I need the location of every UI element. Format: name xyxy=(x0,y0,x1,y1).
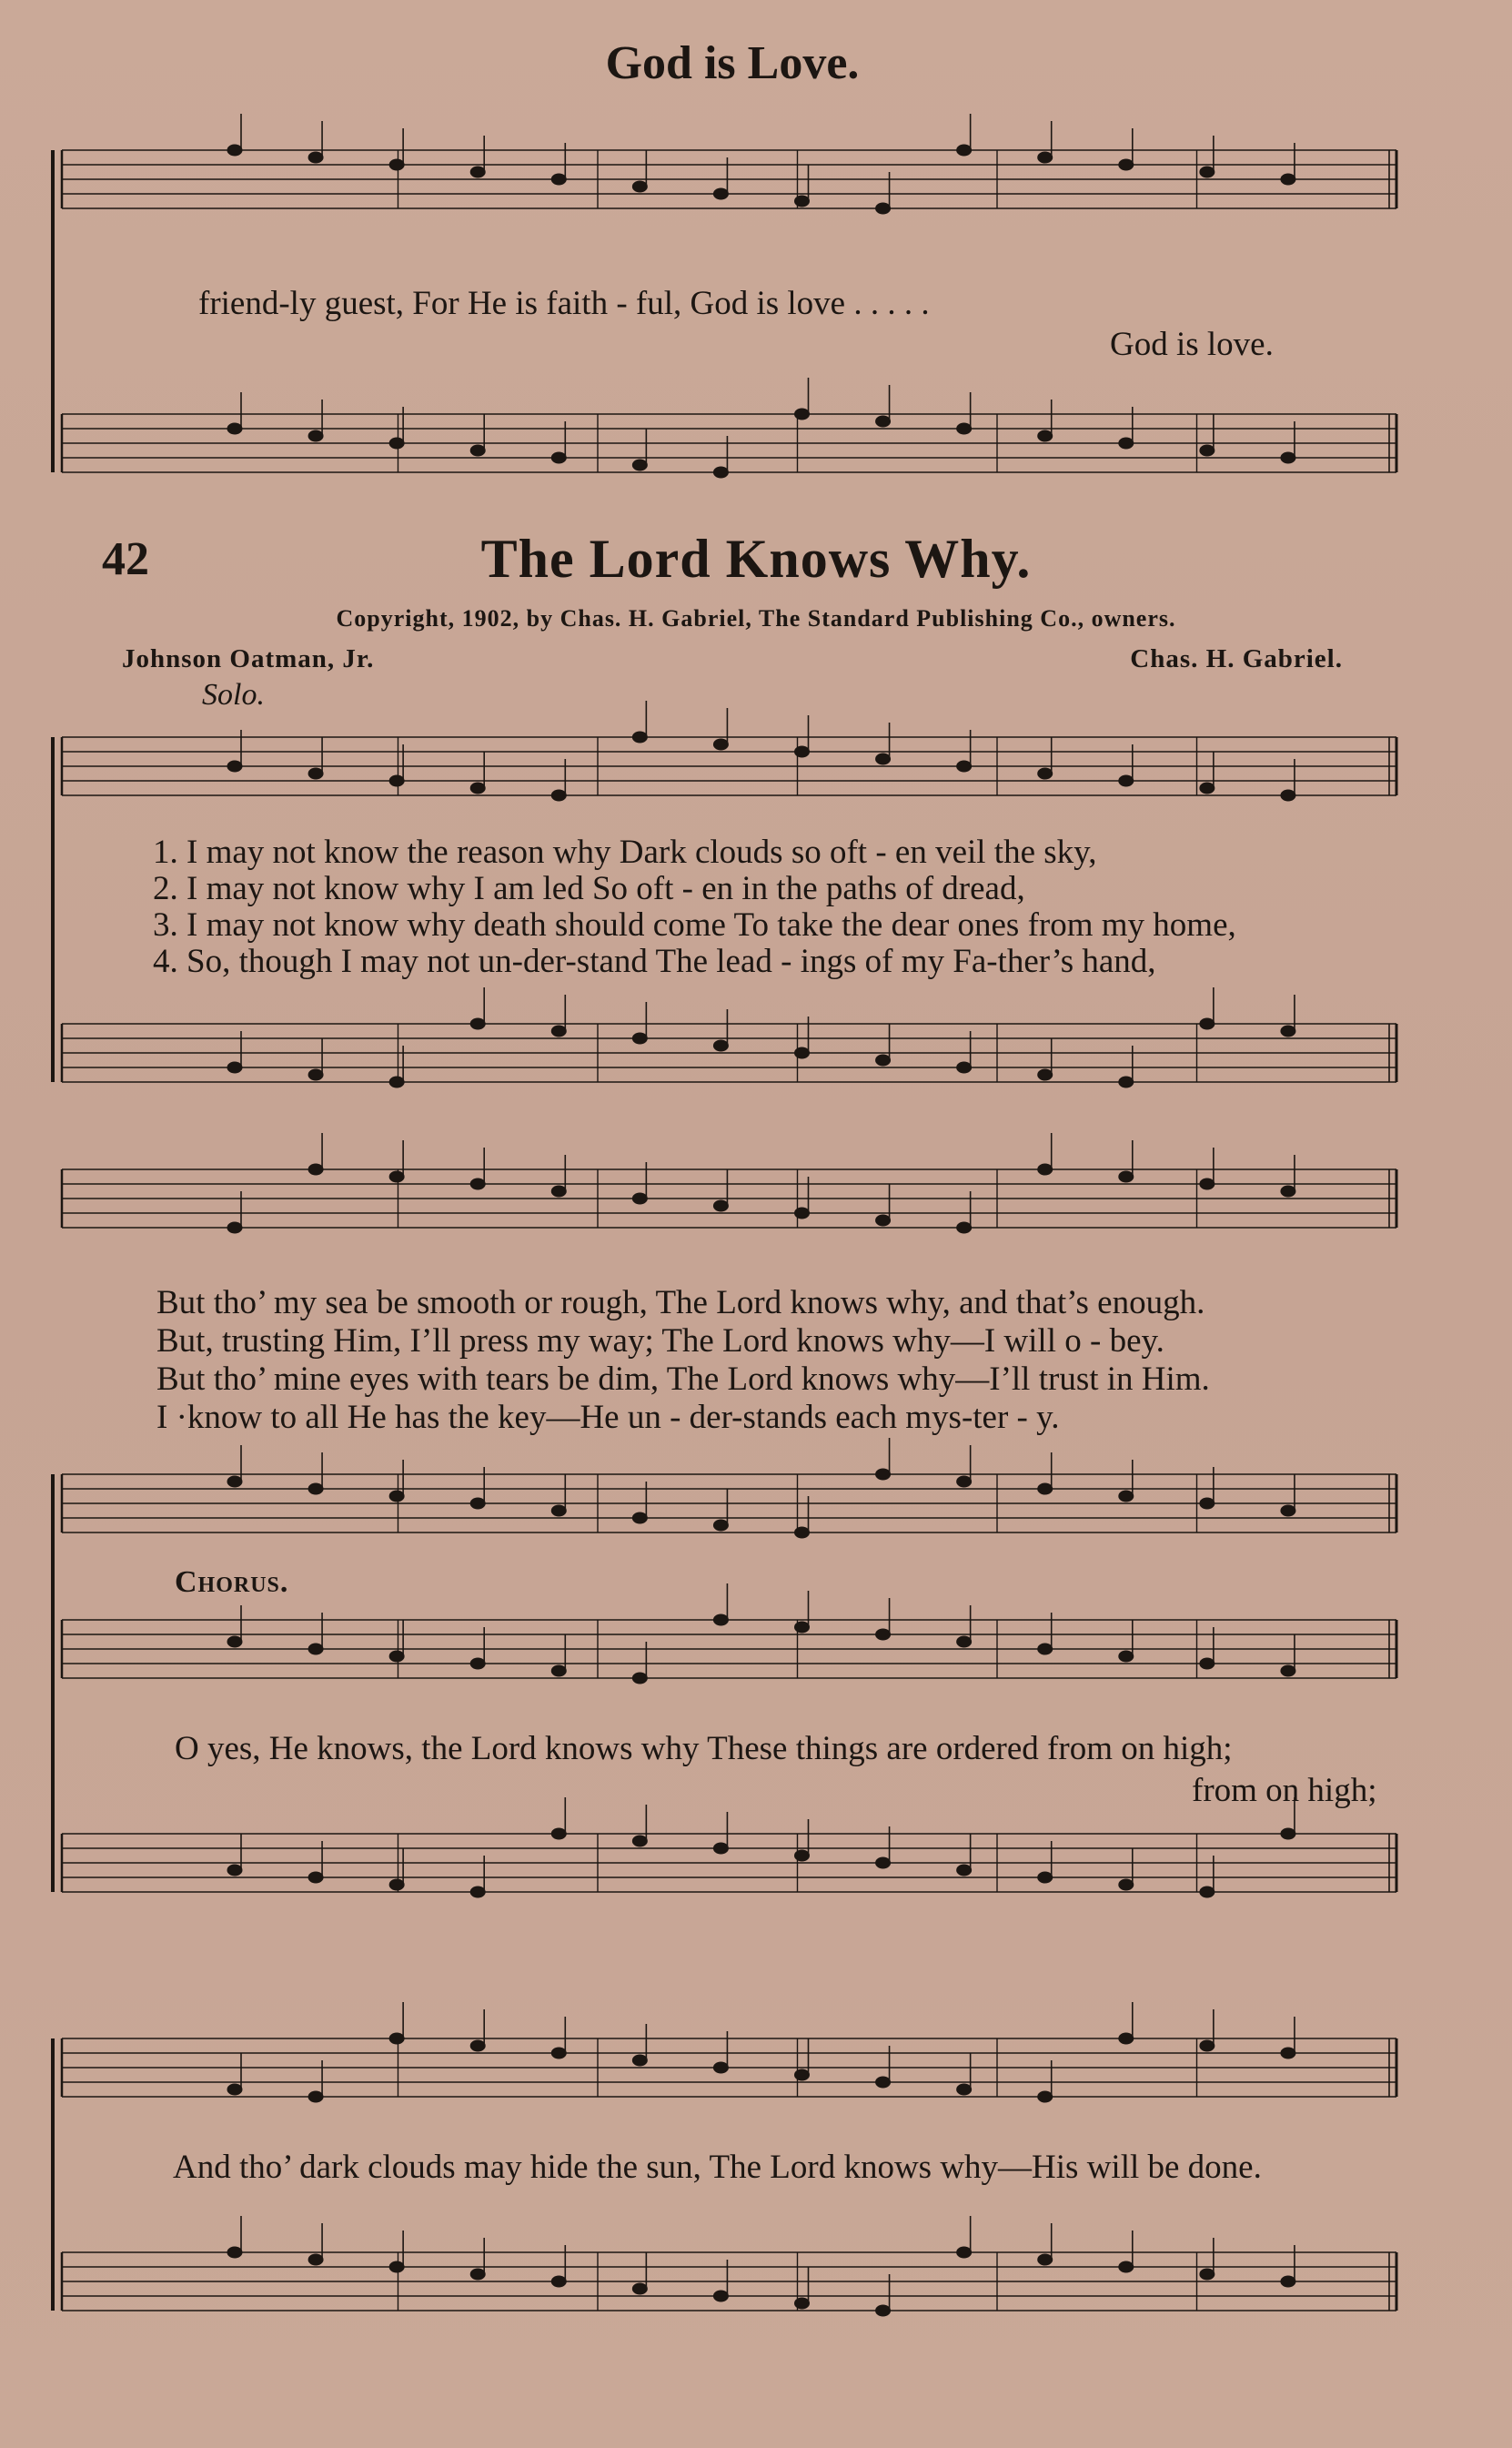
notehead xyxy=(551,1186,566,1197)
notehead xyxy=(1119,438,1134,449)
notehead xyxy=(876,2077,891,2088)
notehead xyxy=(551,452,566,463)
verse-line: 3. I may not know why death should come To take the dear ones from my home, xyxy=(153,906,1236,944)
notehead xyxy=(1200,2269,1215,2280)
notehead xyxy=(308,768,323,779)
notehead xyxy=(389,1879,404,1890)
notehead xyxy=(227,2084,242,2095)
notehead xyxy=(389,2261,404,2272)
notehead xyxy=(1200,1498,1215,1509)
notehead xyxy=(876,754,891,764)
notehead xyxy=(795,409,810,420)
notehead xyxy=(227,1636,242,1647)
notehead xyxy=(876,2305,891,2316)
notehead xyxy=(1038,768,1053,779)
notehead xyxy=(795,196,810,207)
notehead xyxy=(713,2062,728,2073)
notehead xyxy=(227,1476,242,1487)
notehead xyxy=(795,1850,810,1861)
chorus-line: And tho’ dark clouds may hide the sun, The Lord knows why—His will be done. xyxy=(173,2149,1262,2186)
notehead xyxy=(957,1222,972,1233)
notehead xyxy=(1119,2261,1134,2272)
notehead xyxy=(876,1055,891,1066)
notehead xyxy=(470,1658,485,1669)
notehead xyxy=(227,423,242,434)
notehead xyxy=(389,159,404,170)
notehead xyxy=(1281,1505,1295,1516)
notehead xyxy=(713,2291,728,2301)
notehead xyxy=(632,2055,647,2066)
notehead xyxy=(632,1512,647,1523)
notehead xyxy=(1119,159,1134,170)
notehead xyxy=(227,145,242,156)
notehead xyxy=(227,1865,242,1876)
notehead xyxy=(713,1040,728,1051)
notehead xyxy=(713,1200,728,1211)
top-hymn-title: God is Love. xyxy=(605,37,860,89)
notehead xyxy=(957,2247,972,2258)
notehead xyxy=(308,2254,323,2265)
notehead xyxy=(389,1077,404,1087)
composer: Chas. H. Gabriel. xyxy=(1130,644,1343,673)
notehead xyxy=(1038,152,1053,163)
notehead xyxy=(1281,174,1295,185)
notehead xyxy=(470,783,485,794)
notehead xyxy=(1038,2091,1053,2102)
notehead xyxy=(389,1651,404,1662)
notehead xyxy=(308,1644,323,1654)
notehead xyxy=(795,746,810,757)
notehead xyxy=(470,2269,485,2280)
verse-line: I ·know to all He has the key—He un - der-stands each mys-ter - y. xyxy=(156,1399,1060,1436)
notehead xyxy=(713,188,728,199)
notehead xyxy=(713,1520,728,1531)
notehead xyxy=(632,181,647,192)
notehead xyxy=(551,1505,566,1516)
notehead xyxy=(389,1491,404,1502)
notehead xyxy=(551,1665,566,1676)
notehead xyxy=(308,152,323,163)
notehead xyxy=(795,1622,810,1633)
notehead xyxy=(1119,1171,1134,1182)
chorus-marking: Chorus. xyxy=(175,1565,289,1599)
notehead xyxy=(227,2247,242,2258)
notehead xyxy=(957,1062,972,1073)
notehead xyxy=(551,174,566,185)
notehead xyxy=(1119,775,1134,786)
notehead xyxy=(1038,1644,1053,1654)
notehead xyxy=(632,460,647,470)
notehead xyxy=(1200,1178,1215,1189)
notehead xyxy=(551,790,566,801)
notehead xyxy=(1038,1069,1053,1080)
notehead xyxy=(632,1673,647,1684)
notehead xyxy=(227,1222,242,1233)
notehead xyxy=(876,203,891,214)
chorus-echo: from on high; xyxy=(1192,1772,1377,1809)
notehead xyxy=(713,1843,728,1854)
notehead xyxy=(795,1208,810,1219)
hymn-number: 42 xyxy=(102,533,149,585)
notehead xyxy=(1200,445,1215,456)
lyricist: Johnson Oatman, Jr. xyxy=(122,644,375,673)
copyright-line: Copyright, 1902, by Chas. H. Gabriel, The Standard Publishing Co., owners. xyxy=(336,605,1176,632)
notehead xyxy=(795,2298,810,2309)
verse-line: But tho’ my sea be smooth or rough, The Lord knows why, and that’s enough. xyxy=(156,1284,1205,1321)
notehead xyxy=(1281,452,1295,463)
notehead xyxy=(795,1527,810,1538)
notehead xyxy=(713,739,728,750)
notehead xyxy=(470,167,485,177)
notehead xyxy=(876,416,891,427)
notehead xyxy=(876,1629,891,1640)
top-hymn-lyric-line: friend-ly guest, For He is faith - ful, God is love . . . . . xyxy=(198,285,930,322)
notehead xyxy=(1038,1164,1053,1175)
notehead xyxy=(1200,2040,1215,2051)
notehead xyxy=(1119,1077,1134,1087)
notehead xyxy=(876,1469,891,1480)
notehead xyxy=(551,2276,566,2287)
notehead xyxy=(470,1018,485,1029)
verse-line: 1. I may not know the reason why Dark clouds so oft - en veil the sky, xyxy=(153,834,1097,871)
notehead xyxy=(632,1836,647,1846)
notehead xyxy=(1200,1887,1215,1897)
notehead xyxy=(1281,1186,1295,1197)
notehead xyxy=(470,2040,485,2051)
verse-line: But tho’ mine eyes with tears be dim, The Lord knows why—I’ll trust in Him. xyxy=(156,1361,1210,1398)
notehead xyxy=(1038,2254,1053,2265)
top-hymn-lyric-echo: God is love. xyxy=(1110,326,1274,363)
notehead xyxy=(308,430,323,441)
verse-line: But, trusting Him, I’ll press my way; The Lord knows why—I will o - bey. xyxy=(156,1322,1164,1360)
notehead xyxy=(389,438,404,449)
notehead xyxy=(1200,1658,1215,1669)
notehead xyxy=(632,732,647,743)
notehead xyxy=(1281,790,1295,801)
notehead xyxy=(389,1171,404,1182)
notehead xyxy=(713,1614,728,1625)
notehead xyxy=(470,445,485,456)
notehead xyxy=(470,1887,485,1897)
notehead xyxy=(876,1215,891,1226)
notehead xyxy=(1038,430,1053,441)
notehead xyxy=(1200,783,1215,794)
notehead xyxy=(308,1069,323,1080)
notehead xyxy=(1281,2048,1295,2059)
notehead xyxy=(308,1164,323,1175)
notehead xyxy=(470,1498,485,1509)
notehead xyxy=(795,2069,810,2080)
notehead xyxy=(957,761,972,772)
verse-line: 2. I may not know why I am led So oft - en in the paths of dread, xyxy=(153,870,1025,907)
hymn-title: The Lord Knows Why. xyxy=(480,529,1032,589)
notehead xyxy=(308,1872,323,1883)
notehead xyxy=(1038,1872,1053,1883)
notehead xyxy=(957,1476,972,1487)
notehead xyxy=(227,1062,242,1073)
notehead xyxy=(308,2091,323,2102)
notehead xyxy=(713,467,728,478)
notehead xyxy=(551,1026,566,1037)
notehead xyxy=(1119,2033,1134,2044)
chorus-line: O yes, He knows, the Lord knows why These things are ordered from on high; xyxy=(175,1730,1233,1767)
notehead xyxy=(1119,1879,1134,1890)
notehead xyxy=(389,2033,404,2044)
notehead xyxy=(957,423,972,434)
notehead xyxy=(308,1483,323,1494)
notehead xyxy=(1119,1651,1134,1662)
notehead xyxy=(957,1865,972,1876)
notehead xyxy=(957,1636,972,1647)
notehead xyxy=(1281,2276,1295,2287)
notehead xyxy=(632,1193,647,1204)
notehead xyxy=(1038,1483,1053,1494)
notehead xyxy=(227,761,242,772)
solo-marking: Solo. xyxy=(202,678,265,712)
verse-line: 4. So, though I may not un-der-stand The lead - ings of my Fa-ther’s hand, xyxy=(153,943,1156,980)
notehead xyxy=(551,1828,566,1839)
notehead xyxy=(1281,1026,1295,1037)
notehead xyxy=(632,1033,647,1044)
notehead xyxy=(1119,1491,1134,1502)
notehead xyxy=(795,1047,810,1058)
notehead xyxy=(1200,1018,1215,1029)
notehead xyxy=(470,1178,485,1189)
notehead xyxy=(1281,1665,1295,1676)
notehead xyxy=(1281,1828,1295,1839)
notehead xyxy=(957,145,972,156)
notehead xyxy=(1200,167,1215,177)
notehead xyxy=(957,2084,972,2095)
notehead xyxy=(551,2048,566,2059)
notehead xyxy=(389,775,404,786)
notehead xyxy=(632,2283,647,2294)
notehead xyxy=(876,1857,891,1868)
